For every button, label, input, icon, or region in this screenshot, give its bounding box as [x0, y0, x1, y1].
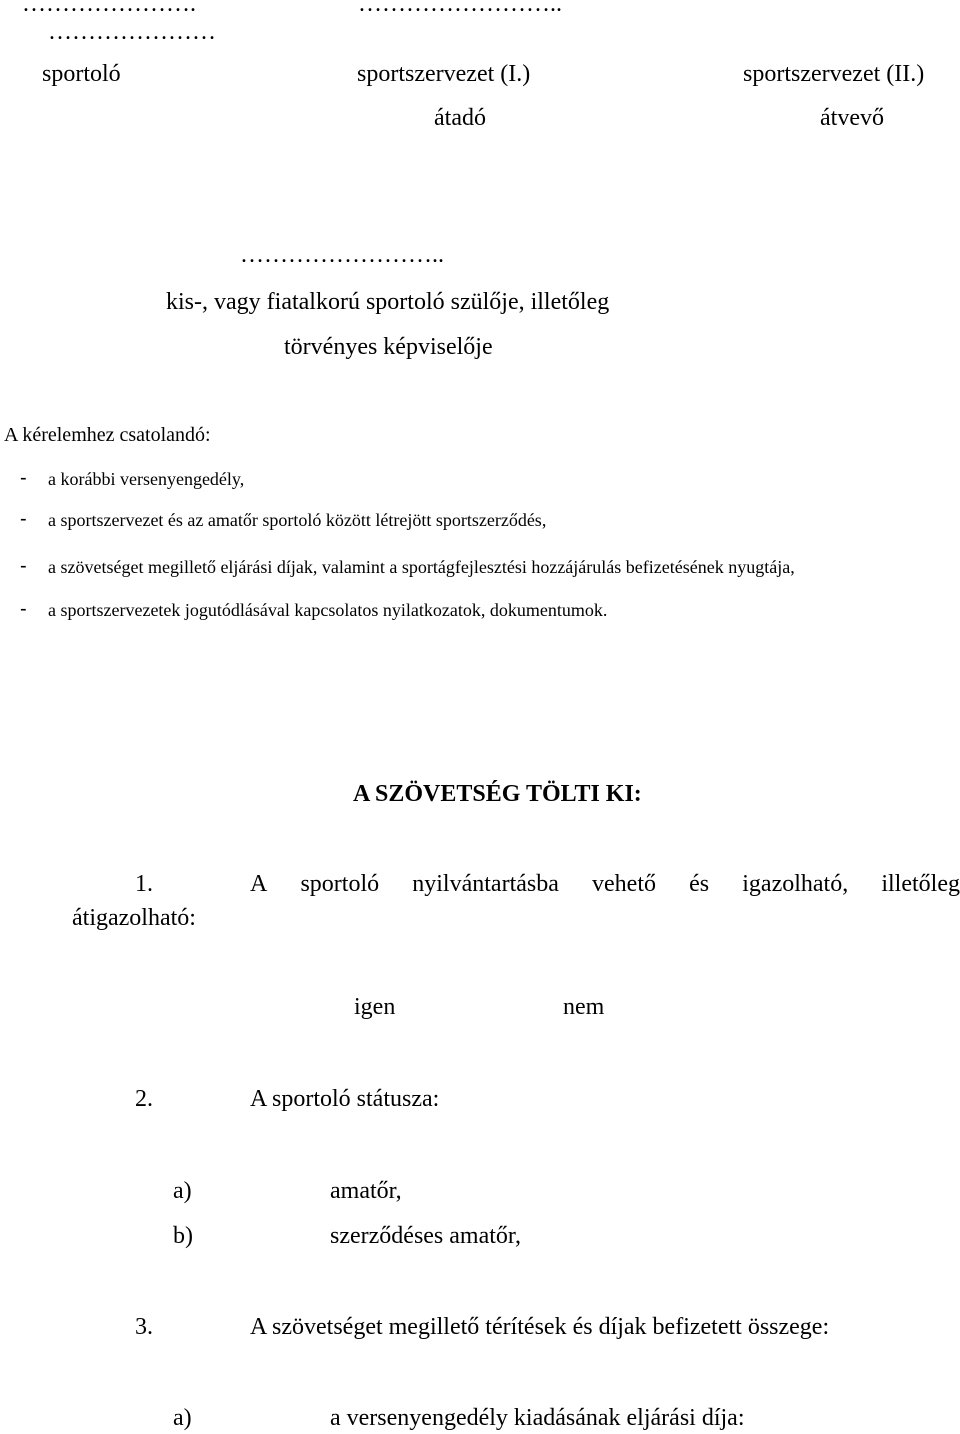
signature-dots-sportszervezet-1: ……………………..: [358, 0, 562, 17]
label-sportszervezet-1: sportszervezet (I.): [357, 61, 531, 87]
question-1-continuation: átigazolható:: [72, 905, 196, 931]
question-1-word: nyilvántartásba: [412, 871, 559, 897]
question-1-word: sportoló: [300, 871, 380, 897]
question-1-word: igazolható,: [742, 871, 849, 897]
question-1-number: 1.: [135, 871, 153, 897]
option-szerzodeses-amator: szerződéses amatőr,: [330, 1223, 521, 1249]
option-letter: a): [173, 1405, 192, 1431]
signature-dots-sportolo: ………………….: [22, 0, 196, 17]
option-amator: amatőr,: [330, 1178, 402, 1204]
list-bullet: -: [20, 598, 27, 620]
signature-dots-sportszervezet-2: …………………: [48, 19, 216, 45]
question-1-word: és: [689, 871, 710, 897]
question-1-word: vehető: [592, 871, 656, 897]
list-bullet: -: [20, 467, 27, 489]
attachments-heading: A kérelemhez csatolandó:: [4, 424, 211, 446]
list-bullet: -: [20, 555, 27, 577]
label-atvevo: átvevő: [820, 105, 884, 131]
attachment-item: a sportszervezetek jogutódlásával kapcsolatos nyilatkozatok, dokumentumok.: [48, 600, 608, 620]
guardian-label-line-1: kis-, vagy fiatalkorú sportoló szülője, illetőleg: [166, 289, 610, 315]
list-bullet: -: [20, 508, 27, 530]
attachment-item: a sportszervezet és az amatőr sportoló között létrejött sportszerződés,: [48, 510, 547, 530]
federation-heading: A SZÖVETSÉG TÖLTI KI:: [353, 781, 642, 807]
label-atado: átadó: [434, 105, 486, 131]
attachment-item: a szövetséget megillető eljárási díjak, valamint a sportágfejlesztési hozzájárulás befizetésének nyugtája,: [48, 557, 795, 577]
attachment-item: a korábbi versenyengedély,: [48, 469, 245, 489]
question-2-number: 2.: [135, 1086, 153, 1112]
option-eljarasi-dij: a versenyengedély kiadásának eljárási díja:: [330, 1405, 745, 1431]
question-1-word: A: [250, 871, 268, 897]
option-nem: nem: [563, 994, 605, 1020]
question-2-text: A sportoló státusza:: [250, 1086, 440, 1112]
option-letter: a): [173, 1178, 192, 1204]
guardian-label-line-2: törvényes képviselője: [284, 334, 493, 360]
option-letter: b): [173, 1223, 193, 1249]
option-igen: igen: [354, 994, 396, 1020]
question-3-text: A szövetséget megillető térítések és díjak befizetett összege:: [250, 1314, 830, 1340]
label-sportszervezet-2: sportszervezet (II.): [743, 61, 925, 87]
signature-dots-guardian: ……………………..: [240, 242, 444, 268]
question-1-word: illetőleg: [881, 871, 960, 897]
label-sportolo: sportoló: [42, 61, 121, 87]
question-1-text: [250, 872, 960, 896]
question-3-number: 3.: [135, 1314, 153, 1340]
